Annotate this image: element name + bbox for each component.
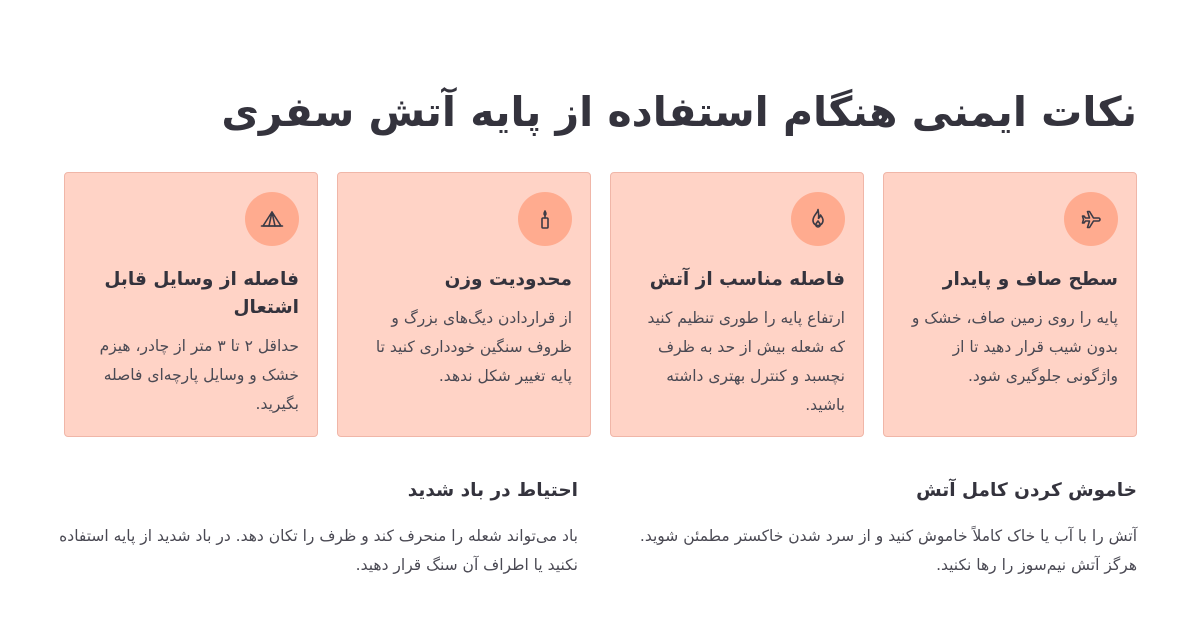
card-title: فاصله از وسایل قابل اشتعال bbox=[104, 269, 299, 318]
card-weight-limit bbox=[337, 172, 591, 437]
tent-icon bbox=[245, 192, 299, 246]
card-title: فاصله مناسب از آتش bbox=[649, 269, 845, 290]
plane-icon bbox=[1064, 192, 1118, 246]
card-title: سطح صاف و پایدار bbox=[942, 269, 1118, 290]
tip-strong-wind bbox=[58, 474, 578, 580]
tips-cards bbox=[63, 172, 1137, 437]
card-stable-surface bbox=[883, 172, 1137, 437]
tip-extinguish bbox=[637, 474, 1137, 580]
card-flammable-distance bbox=[64, 172, 318, 437]
card-text: از قراردادن دیگ‌های بزرگ و ظروف سنگین خودداری کنید تا پایه تغییر شکل ندهد. bbox=[375, 309, 572, 385]
card-text: پایه را روی زمین صاف، خشک و بدون شیب قرار دهید تا از واژگونی جلوگیری شود. bbox=[911, 309, 1118, 385]
tip-text: باد می‌تواند شعله را منحرف کند و ظرف را تکان دهد. در باد شدید از پایه استفاده نکنید یا اطراف آن سنگ قرار دهید. bbox=[59, 527, 578, 574]
tip-title: خاموش کردن کامل آتش bbox=[916, 480, 1137, 501]
card-text: حداقل ۲ تا ۳ متر از چادر، هیزم خشک و وسایل پارچه‌ای فاصله بگیرید. bbox=[99, 337, 299, 413]
tip-title: احتیاط در باد شدید bbox=[407, 480, 578, 501]
tip-text: آتش را با آب یا خاک کاملاً خاموش کنید و از سرد شدن خاکستر مطمئن شوید. هرگز آتش نیم‌سوز را رها نکنید. bbox=[639, 527, 1137, 574]
card-fire-distance bbox=[610, 172, 864, 437]
fire-icon bbox=[791, 192, 845, 246]
candle-icon bbox=[518, 192, 572, 246]
page-title: نکات ایمنی هنگام استفاده از پایه آتش سفری bbox=[221, 88, 1137, 136]
card-text: ارتفاع پایه را طوری تنظیم کنید که شعله بیش از حد به ظرف نچسبد و کنترل بهتری داشته باشید. bbox=[647, 309, 845, 414]
card-title: محدودیت وزن bbox=[444, 269, 572, 290]
